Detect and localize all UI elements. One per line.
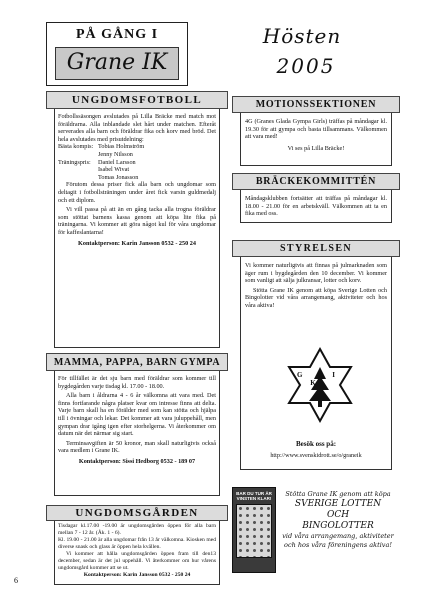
title-box <box>46 22 188 86</box>
gympa-p1: För tillfället är det sju barn med föräldrar som kommer till bygdegården varje tisdag kl. 17.00 - 18.00. <box>58 375 216 390</box>
page-number: 6 <box>14 576 18 585</box>
gympa-heading: MAMMA, PAPPA, BARN GYMPA <box>53 356 221 368</box>
motion-heading: MOTIONSSEKTIONEN <box>255 99 377 110</box>
prize-row: Isabel Wivat <box>98 166 130 174</box>
gympa-content <box>58 375 216 466</box>
gympa-heading-bar <box>46 353 228 371</box>
logo-letters: G I K <box>297 371 349 387</box>
ungdomsgarden-heading-bar <box>46 505 228 521</box>
ungdomsgarden-heading: UNGDOMSGÅRDEN <box>75 507 199 519</box>
motion-p2: Vi ses på Lilla Bräcke! <box>287 144 345 152</box>
prize-row: Tomas Jonasson <box>98 173 139 181</box>
prize-row: Jenny Nilsson <box>98 150 133 158</box>
bracke-content <box>245 195 387 218</box>
ungdomsgarden-p2: Kl. 19.00 - 21.00 är alla ungdomar från 13 år välkomna. Kiosken med diverse snask och glass är öppen hela kvällen. <box>58 537 216 550</box>
styrelsen-heading-bar <box>232 240 400 257</box>
lottery-ticket-text: BAR DU TUR ÄR VINSTEN KLAR! <box>236 491 272 501</box>
ungdomsgarden-p3: Vi kommer att hålla ungdomsgården öppen fram till den13 december, sedan är det jul uppehåll. Vi återkommer om hur vårens ungdomsgård kommer att se ut. <box>58 551 216 571</box>
styrelsen-heading: STYRELSEN <box>279 243 353 254</box>
ungdomsfotboll-content <box>58 113 216 247</box>
fotboll-p3: Vi vill passa på att än en gång tacka alla trogna föräldrar som stöttat barnens kassa genom att köpa lite fika på träningarna. Vi kommer att göra något kul för våra ungdomar för kaffeslantarna! <box>58 206 216 236</box>
fotboll-p1: Fotbollssäsongen avslutades på Lilla Bräcke med match mot föräldrarna. Alla inblandade slet hårt under matchen. Efteråt serverades alla barn och föräldrar fika och korv med bröd. Det hela avslutades med prisutdelning: <box>58 113 216 143</box>
motion-heading-bar <box>232 96 400 113</box>
fotboll-p2: Förutom dessa priser fick alla barn och ungdomar som deltagit i fotbollsträningen under året fick varsin guldmedalj och ett diplom. <box>58 181 216 204</box>
promo-line-2: SVERIGE LOTTEN <box>294 499 382 509</box>
title-script: Grane IK <box>66 50 168 75</box>
lottery-ticket <box>232 487 276 573</box>
promo-text <box>280 490 396 550</box>
website-link[interactable]: http://www.svenskidrott.se/o/graneik <box>270 452 362 459</box>
promo-line-6: och hos våra föreningens aktiva! <box>284 541 392 549</box>
prize-row: Träningspris: Daniel Larsson <box>58 158 136 166</box>
ungdomsgarden-contact: Kontaktperson: Karin Jansson 0532 - 250 24 <box>83 572 191 579</box>
ungdomsfotboll-heading: UNGDOMSFOTBOLL <box>71 94 203 106</box>
prize-list <box>58 143 216 181</box>
promo-line-4: BINGOLOTTER <box>302 521 374 531</box>
visit-label: Besök oss på: <box>295 440 337 448</box>
styrelsen-content <box>245 262 387 310</box>
bracke-p1: Måndagsklubben fortsätter att träffas på måndagar kl. 18.00 - 21.00 för en arbetskväll. Välkommen att ta en fika med oss. <box>245 195 387 218</box>
motion-p1: 4G (Granes Glada Gympa Girls) träffas på måndagar kl. 19.30 för att gympa och basta tillsammans. Välkommen att vara med! <box>245 118 387 141</box>
bracke-heading: BRÄCKEKOMMITTÉN <box>255 176 377 187</box>
title-top: PÅ GÅNG I <box>75 27 159 42</box>
lottery-ticket-panel <box>236 504 272 558</box>
gympa-contact: Kontaktperson: Sissi Hedborg 0532 - 189 07 <box>78 457 196 465</box>
ungdomsfotboll-heading-bar <box>46 91 228 109</box>
styrelsen-p2: Stötta Grane IK genom att köpa Sverige Lotten och Bingolotter vid våra arrangemang, aktiviteter och hos våra aktiva! <box>245 286 387 309</box>
fotboll-contact: Kontaktperson: Karin Jansson 0532 - 250 24 <box>78 239 196 247</box>
motion-content <box>245 118 387 152</box>
ungdomsgarden-content <box>58 523 216 579</box>
promo-line-1: Stötta Grane IK genom att köpa <box>285 490 391 498</box>
gympa-p3: Terminsavgiften är 50 kronor, man skall naturligtvis också vara medlem i Grane IK. <box>58 439 216 455</box>
promo-line-5: vid våra arrangemang, aktiviteter <box>282 532 394 540</box>
season-text: Hösten <box>262 24 342 48</box>
ungdomsgarden-p1: Tisdagar kl.17.00 -19.00 är ungdomsgården öppen för alla barn mellan 7 - 12 år. (Åk. 1 - 6). <box>58 523 216 536</box>
year-text: 2005 <box>276 54 336 78</box>
prize-row: Bästa kompis: Tobias Holmström <box>58 143 145 151</box>
promo-line-3: OCH <box>326 510 350 520</box>
gympa-p2: Alla barn i åldrarna 4 - 6 år välkomna att vara med. Det finns fortfarande några platser kvar om intresse finns att delta. Varje barn skall ha en förälder med som kan stötta och hjälpa till i övningar och lekar. Det kommer att vara juluppehåll, men gympan drar igång igen efter storhelgerna. Vi återkommer om datum när det närmar sig start. <box>58 392 216 438</box>
styrelsen-p1: Vi kommer naturligtvis att finnas på julmarknaden som äger rum i bygdegården den 10 december. Vi kommer som vanligt att sälja julkransar, lotter och korv. <box>245 262 387 285</box>
club-logo <box>280 345 360 425</box>
bracke-heading-bar <box>232 173 400 190</box>
